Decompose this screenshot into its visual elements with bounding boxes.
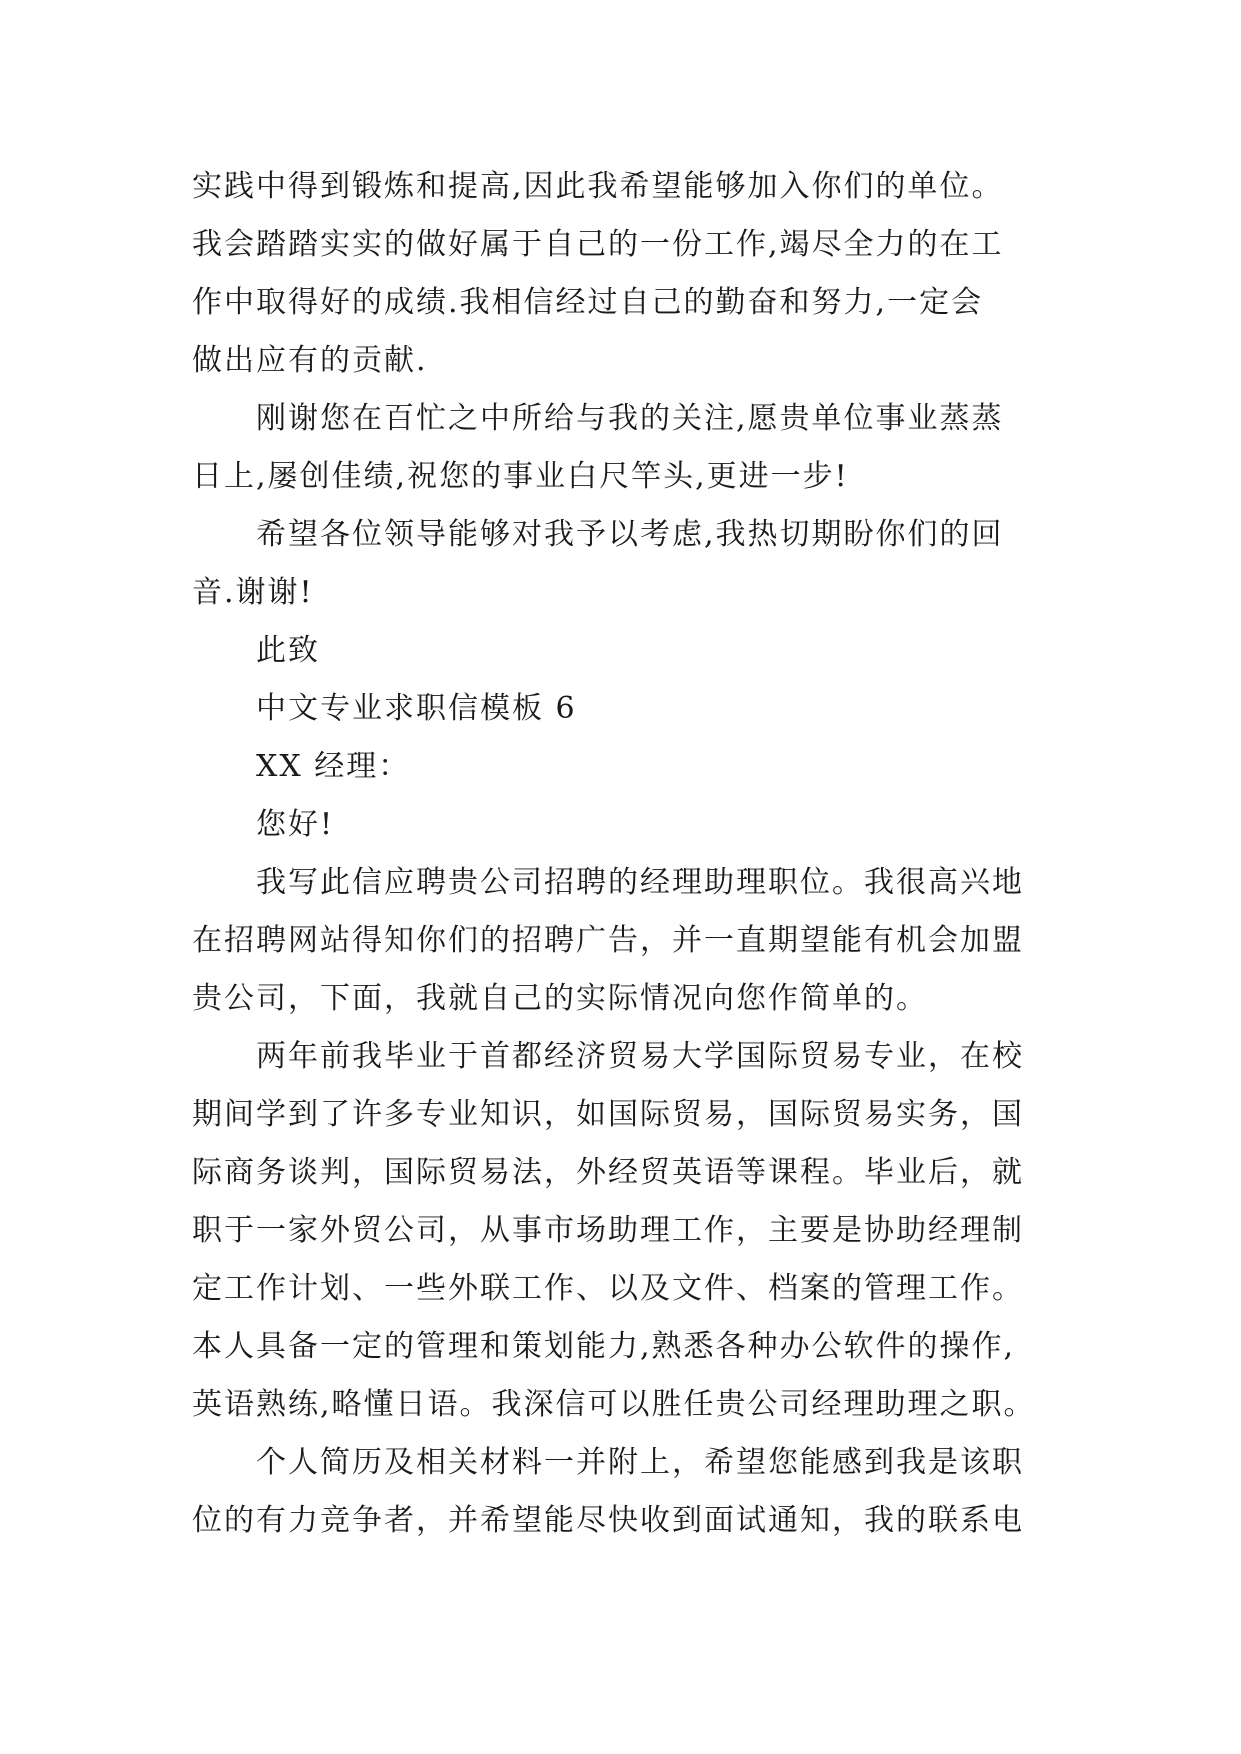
closing-salutation: 此致 xyxy=(256,633,320,668)
text-line: 实践中得到锻炼和提高,因此我希望能够加入你们的单位。 xyxy=(192,169,1004,204)
paragraph-start-line: 两年前我毕业于首都经济贸易大学国际贸易专业，在校 xyxy=(256,1039,1024,1074)
letter-body xyxy=(192,158,1072,1550)
text-line: 贵公司，下面，我就自己的实际情况向您作简单的。 xyxy=(192,981,928,1016)
paragraph-start-line: 个人简历及相关材料一并附上，希望您能感到我是该职 xyxy=(256,1445,1024,1480)
text-line: 职于一家外贸公司，从事市场助理工作，主要是协助经理制 xyxy=(192,1213,1024,1248)
text-line: 定工作计划、一些外联工作、以及文件、档案的管理工作。 xyxy=(192,1271,1024,1306)
text-line: 我会踏踏实实的做好属于自己的一份工作,竭尽全力的在工 xyxy=(192,227,1004,262)
text-line: 音.谢谢! xyxy=(192,575,314,610)
paragraph-start-line: 我写此信应聘贵公司招聘的经理助理职位。我很高兴地 xyxy=(256,865,1024,900)
text-line: 作中取得好的成绩.我相信经过自己的勤奋和努力,一定会 xyxy=(192,285,984,320)
text-line: 日上,屡创佳绩,祝您的事业白尺竿头,更进一步! xyxy=(192,459,849,494)
section-title: 中文专业求职信模板 6 xyxy=(256,691,577,726)
paragraph-start-line: 刚谢您在百忙之中所给与我的关注,愿贵单位事业蒸蒸 xyxy=(256,401,1004,436)
greeting: 您好! xyxy=(256,807,335,842)
addressee: XX 经理： xyxy=(256,749,411,784)
text-line: 际商务谈判，国际贸易法，外经贸英语等课程。毕业后，就 xyxy=(192,1155,1024,1190)
text-line: 本人具备一定的管理和策划能力,熟悉各种办公软件的操作, xyxy=(192,1329,1016,1364)
text-line: 在招聘网站得知你们的招聘广告，并一直期望能有机会加盟 xyxy=(192,923,1024,958)
text-line: 位的有力竞争者，并希望能尽快收到面试通知，我的联系电 xyxy=(192,1503,1024,1538)
text-line: 期间学到了许多专业知识，如国际贸易，国际贸易实务，国 xyxy=(192,1097,1024,1132)
text-line: 英语熟练,略懂日语。我深信可以胜任贵公司经理助理之职。 xyxy=(192,1387,1036,1422)
text-line: 做出应有的贡献. xyxy=(192,343,428,378)
paragraph-start-line: 希望各位领导能够对我予以考虑,我热切期盼你们的回 xyxy=(256,517,1004,552)
